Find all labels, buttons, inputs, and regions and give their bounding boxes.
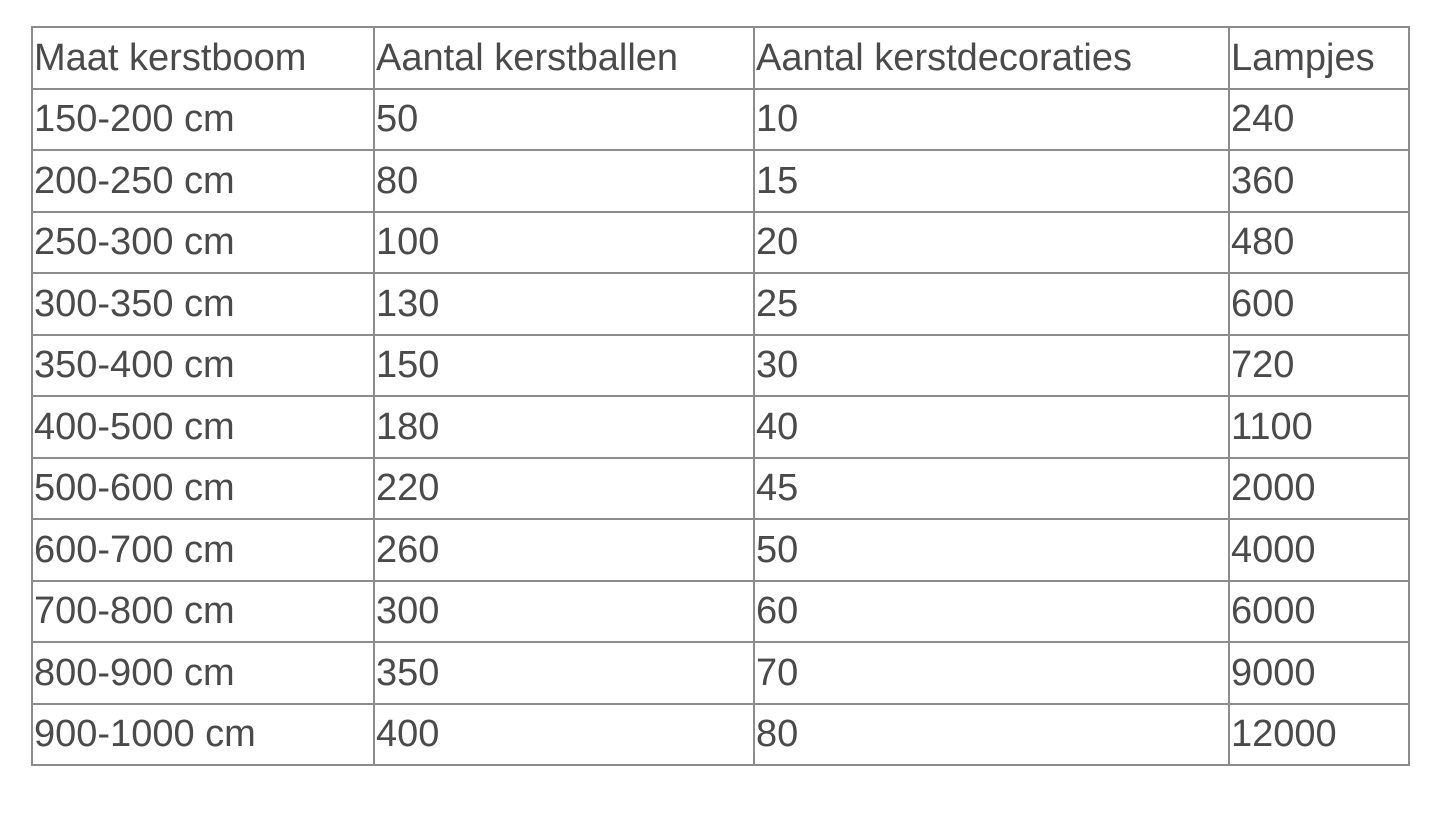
cell-tree-size: 350-400 cm <box>32 335 374 397</box>
cell-decoration-count: 40 <box>754 396 1229 458</box>
cell-lights: 600 <box>1229 273 1409 335</box>
cell-ornament-count: 400 <box>374 704 754 766</box>
cell-tree-size: 300-350 cm <box>32 273 374 335</box>
cell-decoration-count: 15 <box>754 150 1229 212</box>
cell-lights: 480 <box>1229 212 1409 274</box>
table-row <box>32 519 1409 581</box>
header-lights: Lampjes <box>1229 27 1409 89</box>
cell-tree-size: 400-500 cm <box>32 396 374 458</box>
table-row <box>32 150 1409 212</box>
table-row <box>32 335 1409 397</box>
cell-tree-size: 500-600 cm <box>32 458 374 520</box>
cell-ornament-count: 50 <box>374 89 754 151</box>
cell-lights: 240 <box>1229 89 1409 151</box>
cell-decoration-count: 50 <box>754 519 1229 581</box>
cell-decoration-count: 70 <box>754 642 1229 704</box>
table-header <box>32 27 1409 89</box>
cell-ornament-count: 260 <box>374 519 754 581</box>
cell-tree-size: 600-700 cm <box>32 519 374 581</box>
table-row <box>32 704 1409 766</box>
cell-tree-size: 700-800 cm <box>32 581 374 643</box>
table-row <box>32 89 1409 151</box>
cell-ornament-count: 130 <box>374 273 754 335</box>
header-tree-size: Maat kerstboom <box>32 27 374 89</box>
cell-ornament-count: 300 <box>374 581 754 643</box>
cell-lights: 1100 <box>1229 396 1409 458</box>
cell-ornament-count: 150 <box>374 335 754 397</box>
table-container <box>31 26 1410 766</box>
table-row <box>32 581 1409 643</box>
cell-ornament-count: 100 <box>374 212 754 274</box>
table-row <box>32 212 1409 274</box>
cell-ornament-count: 80 <box>374 150 754 212</box>
cell-tree-size: 200-250 cm <box>32 150 374 212</box>
cell-decoration-count: 25 <box>754 273 1229 335</box>
table-row <box>32 273 1409 335</box>
cell-lights: 6000 <box>1229 581 1409 643</box>
header-ornament-count: Aantal kerstballen <box>374 27 754 89</box>
table-row <box>32 642 1409 704</box>
cell-ornament-count: 180 <box>374 396 754 458</box>
cell-decoration-count: 45 <box>754 458 1229 520</box>
cell-decoration-count: 60 <box>754 581 1229 643</box>
cell-ornament-count: 220 <box>374 458 754 520</box>
cell-tree-size: 150-200 cm <box>32 89 374 151</box>
cell-lights: 9000 <box>1229 642 1409 704</box>
header-decoration-count: Aantal kerstdecoraties <box>754 27 1229 89</box>
cell-tree-size: 250-300 cm <box>32 212 374 274</box>
cell-lights: 4000 <box>1229 519 1409 581</box>
cell-decoration-count: 20 <box>754 212 1229 274</box>
cell-ornament-count: 350 <box>374 642 754 704</box>
christmas-tree-decoration-table <box>31 26 1410 766</box>
cell-lights: 2000 <box>1229 458 1409 520</box>
cell-lights: 720 <box>1229 335 1409 397</box>
cell-decoration-count: 10 <box>754 89 1229 151</box>
table-row <box>32 458 1409 520</box>
cell-lights: 360 <box>1229 150 1409 212</box>
cell-lights: 12000 <box>1229 704 1409 766</box>
cell-decoration-count: 30 <box>754 335 1229 397</box>
table-body <box>32 89 1409 766</box>
table-row <box>32 396 1409 458</box>
cell-tree-size: 800-900 cm <box>32 642 374 704</box>
cell-tree-size: 900-1000 cm <box>32 704 374 766</box>
cell-decoration-count: 80 <box>754 704 1229 766</box>
header-row <box>32 27 1409 89</box>
